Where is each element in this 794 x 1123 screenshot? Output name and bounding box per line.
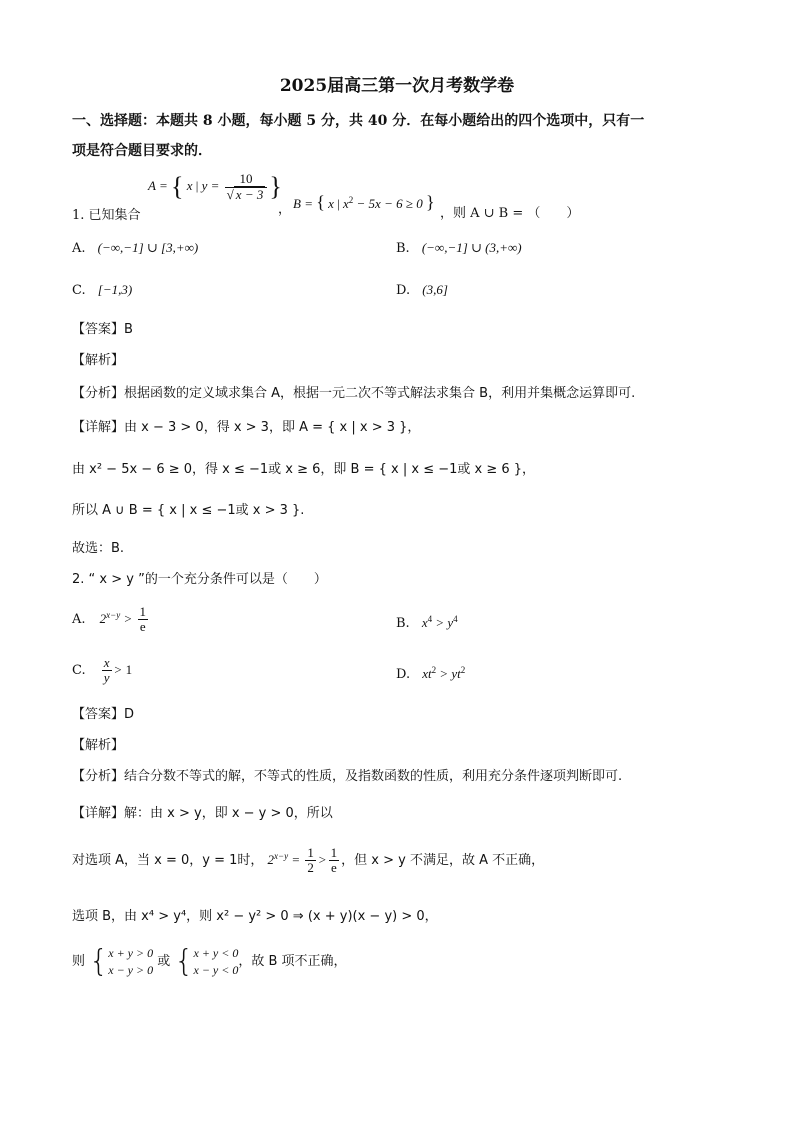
fenxi-text: 根据函数的定义域求集合 A，根据一元二次不等式解法求集合 B，利用并集概念运算即可. xyxy=(124,386,636,401)
q2-option-c[interactable] xyxy=(72,656,132,686)
q1-option-b[interactable] xyxy=(396,240,522,256)
question-1-ask: ，则 A ∪ B = （ ） xyxy=(440,206,580,221)
page-title: 2025届高三第一次月考数学卷 xyxy=(279,76,515,96)
step2-post: ，但 x > y 不满足，故 A 不正确， xyxy=(341,852,545,868)
q2-detail-step1 xyxy=(72,802,333,821)
set-b-definition: B = { x | $x^2 - 5x - 6 \ge 0$ } xyxy=(293,192,435,212)
option-c-label: C. xyxy=(72,662,86,678)
fenxi-tag: 【分析】 xyxy=(72,386,125,401)
option-a-text: (−∞,−1] ∪ [3,+∞) xyxy=(97,240,199,255)
section-heading-line1: 一、选择题：本题共 8 小题，每小题 5 分，共 40 分．在每小题给出的四个选项中，只有一 xyxy=(72,113,645,129)
answer-tag: 【答案】 xyxy=(72,322,125,337)
option-a-label: A. xyxy=(72,241,86,256)
section-heading-line2: 项是符合题目要求的． xyxy=(72,143,212,159)
q2-analysis-tag: 【解析】 xyxy=(72,738,125,753)
q2-detail-step4: 则 {x + y > 0 x − y > 0 或 {x + y < 0 x − y < 0，故 B 项不正确， xyxy=(72,944,347,979)
q1-detail-step1 xyxy=(72,416,420,435)
option-b-label: B. xyxy=(396,616,410,631)
answer-value: D xyxy=(124,707,135,722)
q2-detail-step3: 选项 B，由 x⁴ > y⁴，则 x² − y² > 0 ⇒ (x + y)(x − y) > 0， xyxy=(72,909,438,924)
q1-detail-step2: 由 x² − 5x − 6 ≥ 0，得 x ≤ −1或 x ≥ 6，即 B = { x | x ≤ −1或 x ≥ 6 }， xyxy=(72,462,536,477)
xiangjie-tag: 【详解】 xyxy=(72,420,125,435)
option-d-label: D. xyxy=(396,283,411,298)
fenxi-tag: 【分析】 xyxy=(72,769,125,784)
step1-text: 由 x − 3 > 0，得 x > 3，即 A = { x | x > 3 }， xyxy=(124,420,421,435)
option-a-formula: $2^{x-y}$ > $\frac{1}{e}$ xyxy=(99,604,147,635)
q2-option-b[interactable] xyxy=(396,614,458,631)
option-d-text: (3,6] xyxy=(422,282,448,297)
q2-detail-step2 xyxy=(72,846,544,876)
option-c-label: C. xyxy=(72,283,86,298)
option-c-formula: $\frac{x}{y}$ > 1 xyxy=(103,655,133,686)
q2-option-a[interactable] xyxy=(72,605,150,635)
option-b-formula: $x^4 > y^4$ xyxy=(421,614,458,630)
step4-post: ，故 B 项不正确， xyxy=(238,954,347,969)
q2-fenxi xyxy=(72,765,622,784)
step4-pre: 则 xyxy=(72,954,86,969)
option-b-text: (−∞,−1] ∪ (3,+∞) xyxy=(421,240,522,255)
option-d-label: D. xyxy=(396,667,411,682)
step4-or: 或 xyxy=(157,954,171,969)
system-1: x + y > 0 x − y > 0 xyxy=(108,946,154,977)
option-b-label: B. xyxy=(396,241,410,256)
q1-answer xyxy=(72,318,133,337)
fenxi-text: 结合分数不等式的解，不等式的性质，及指数函数的性质，利用充分条件逐项判断即可. xyxy=(124,769,623,784)
step1-text: 解：由 x > y，即 x − y > 0，所以 xyxy=(124,806,333,821)
set-a-definition: A = { x | y = $\frac{10}{√ x - 3}$ } xyxy=(148,171,282,202)
xiangjie-tag: 【详解】 xyxy=(72,806,125,821)
q1-detail-step3: 所以 A ∪ B = { x | x ≤ −1或 x > 3 }. xyxy=(72,503,305,518)
question-1-prefix: 1. 已知集合 xyxy=(72,208,141,223)
q2-answer xyxy=(72,703,134,722)
answer-value: B xyxy=(124,322,133,337)
q2-option-d[interactable] xyxy=(396,665,465,682)
option-c-text: [−1,3) xyxy=(97,282,133,297)
step2-pre: 对选项 A，当 x = 0，y = 1时， xyxy=(72,852,264,868)
option-a-label: A. xyxy=(72,611,86,627)
question-1-stem xyxy=(72,164,141,223)
answer-tag: 【答案】 xyxy=(72,707,125,722)
step2-formula: $2^{x-y}$ = $\frac{1}{2}$ > $\frac{1}{e}$ xyxy=(267,845,338,876)
question-2-stem: 2. “ x > y ”的一个充分条件可以是（ ） xyxy=(72,572,327,587)
q1-analysis-tag: 【解析】 xyxy=(72,353,125,368)
option-d-formula: $xt^2 > yt^2$ xyxy=(422,665,466,681)
q1-fenxi xyxy=(72,382,635,401)
q1-option-a[interactable] xyxy=(72,240,198,256)
q1-option-d[interactable] xyxy=(396,282,448,298)
q1-option-c[interactable] xyxy=(72,282,132,298)
system-2: x + y < 0 x − y < 0 xyxy=(193,946,239,977)
q1-conclusion: 故选：B. xyxy=(72,541,125,556)
